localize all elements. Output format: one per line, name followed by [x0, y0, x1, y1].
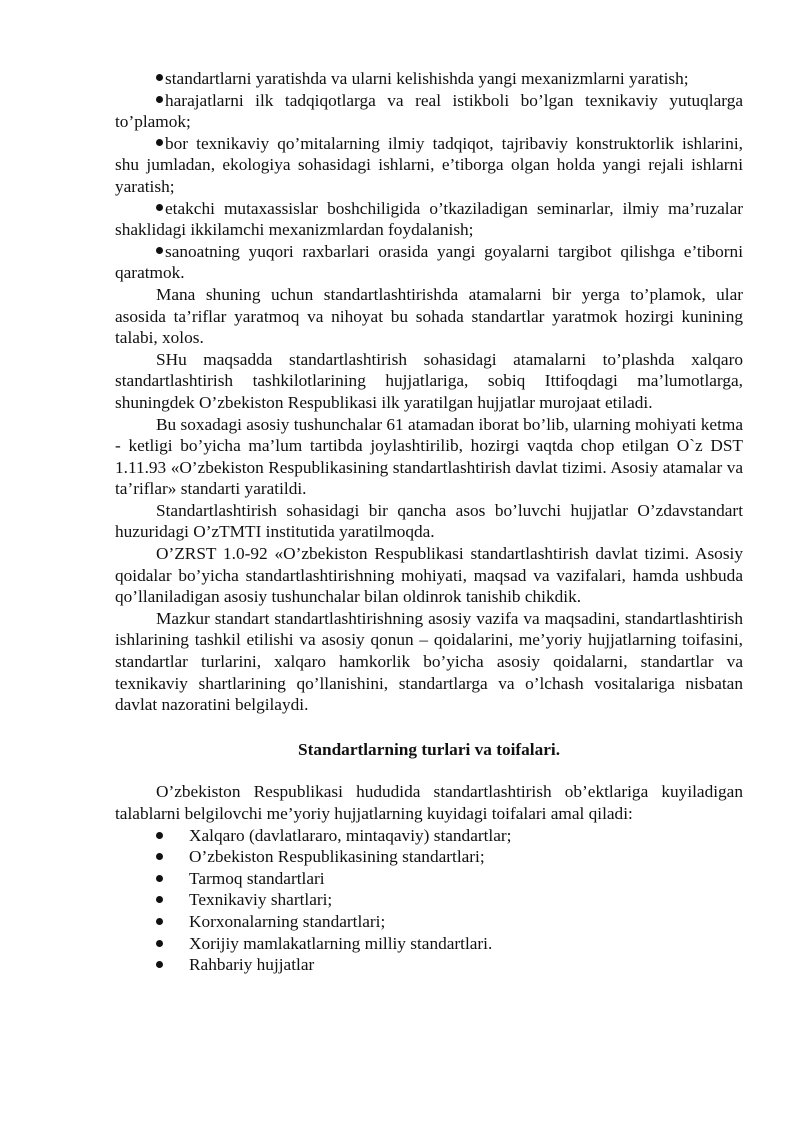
body-paragraph: O’ZRST 1.0-92 «O’zbekiston Respublikasi standartlashtirish davlat tizimi. Asosiy qoidalar bo’yicha standartlashtirishning mohiyati, maqsad va vazifalari, hamda ushbuda qo’llaniladigan asosiy tushunchalar bilan oldinrok tanishib chikdik.	[115, 544, 743, 607]
list-item: Xorijiy mamlakatlarning milliy standartlari.	[115, 933, 743, 955]
bullet-paragraph: harajatlarni ilk tadqiqotlarga va real istikboli bo’lgan texnikaviy yutuqlarga to’plamok;	[115, 90, 743, 132]
body-paragraph: Standartlashtirish sohasidagi bir qancha asos bo’luvchi hujjatlar O’zdavstandart huzuridagi O’zTMTI institutida yaratilmoqda.	[115, 500, 743, 542]
bullet-icon	[156, 832, 163, 839]
section-heading: Standartlarning turlari va toifalari.	[297, 739, 561, 759]
list-item: Rahbariy hujjatlar	[115, 954, 743, 976]
bullet-icon	[156, 961, 163, 968]
bullet-icon	[156, 875, 163, 882]
body-paragraph: Bu soxadagi asosiy tushunchalar 61 atamadan iborat bo’lib, ularning mohiyati ketma - ketligi bo’yicha ma’lum tartibda joylashtirilib, hozirgi vaqtda chop etilgan O`z DST 1.11.93 «O’zbekiston Respublikasining standartlashtirish davlat tizimi. Asosiy atamalar va ta’riflar» standarti yaratildi.	[115, 414, 743, 499]
bullet-icon	[156, 139, 163, 146]
bullet-icon	[156, 896, 163, 903]
bullet-icon	[156, 96, 163, 103]
body-paragraph: SHu maqsadda standartlashtirish sohasidagi atamalarni to’plashda xalqaro standartlashtirish tashkilotlarining hujjatlariga, sobiq Ittifoqdagi ma’lumotlarga, shuningdek O’zbekiston Respublikasi ilk yaratilgan hujjatlar murojaat etiladi.	[115, 349, 743, 412]
list-item: Xalqaro (davlatlararo, mintaqaviy) standartlar;	[115, 825, 743, 847]
bullet-paragraph: bor texnikaviy qo’mitalarning ilmiy tadqiqot, tajribaviy konstruktorlik ishlarini, shu jumladan, ekologiya sohasidagi ishlarni, e’tiborga olgan holda yangi rejali ishlarni yaratish;	[115, 133, 743, 196]
bullet-icon	[156, 853, 163, 860]
body-paragraph: Mazkur standart standartlashtirishning asosiy vazifa va maqsadini, standartlashtirish ishlarining tashkil etilishi va asosiy qonun – qoidalarini, me’yoriy hujjatlarning toifasini, standartlar turlarini, xalqaro hamkorlik bo’yicha asosiy qoidalarni, standartlar va texnikaviy shartlarining qo’llanishini, standartlarga va o’lchash vositalariga nisbatan davlat nazoratini belgilaydi.	[115, 608, 743, 715]
list-item: Korxonalarning standartlari;	[115, 911, 743, 933]
bullet-icon	[156, 74, 163, 81]
body-paragraph: Mana shuning uchun standartlashtirishda atamalarni bir yerga to’plamok, ular asosida ta’riflar yaratmoq va nihoyat bu sohada standartlar yaratmok hozirgi kunining talabi, xolos.	[115, 284, 743, 348]
bullet-icon	[156, 940, 163, 947]
intro-paragraph: O’zbekiston Respublikasi hududida standartlashtirish ob’ektlariga kuyiladigan talablarni belgilovchi me’yoriy hujjatlarning kuyidagi toifalari amal qiladi:	[115, 782, 743, 823]
bullet-icon	[156, 918, 163, 925]
list-item: O’zbekiston Respublikasining standartlari;	[115, 846, 743, 868]
list-item: Tarmoq standartlari	[115, 868, 743, 890]
toifalar-list	[115, 825, 743, 976]
bullet-icon	[156, 247, 163, 254]
bullet-paragraph: sanoatning yuqori raxbarlari orasida yangi goyalarni targibot qilishga e’tiborni qaratmok.	[115, 241, 743, 283]
list-item: Texnikaviy shartlari;	[115, 889, 743, 911]
bullet-icon	[156, 204, 163, 211]
bullet-paragraph: etakchi mutaxassislar boshchiligida o’tkaziladigan seminarlar, ilmiy ma’ruzalar shaklidagi ikkilamchi mexanizmlardan foydalanish;	[115, 198, 743, 240]
document-page	[115, 68, 743, 976]
bullet-paragraph: standartlarni yaratishda va ularni kelishishda yangi mexanizmlarni yaratish;	[115, 68, 743, 90]
